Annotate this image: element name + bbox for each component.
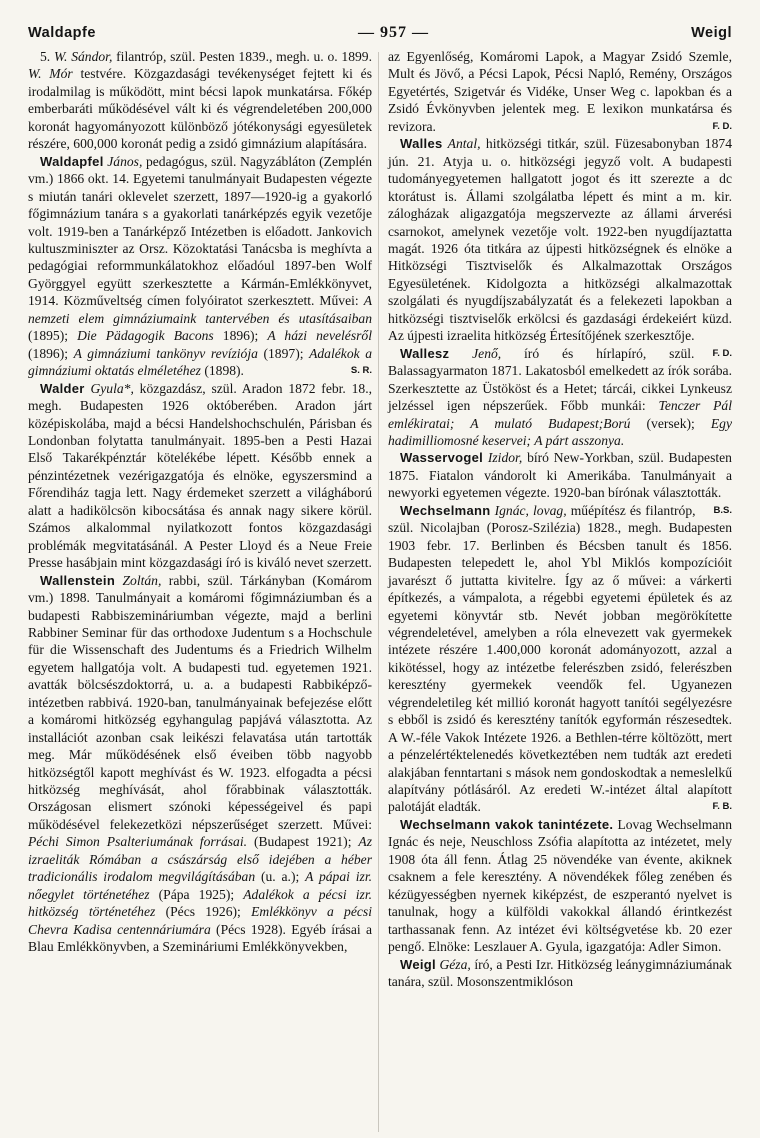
italic-text: Gyula*, <box>84 380 134 396</box>
entry-headword: Wallenstein <box>40 572 116 588</box>
entry-headword: Walles <box>400 136 443 152</box>
entry-text: műépítész és filantróp, szül. Nicolajban (Porosz-Szilézia) 1828., megh. Budapesten 1903 febr. 17. Berlinben és Bécsben tanult és 1856. Budapesten telepedett le, ahol Ybl Miklós kompozícióit javarészt ő juttatta kivitelre. Így az ő művei: a várkerti építkezés, a vámpalota, a régebbi egyetemi épületek és az egyetemi könyvtár stb. Nevét jobban megörökítette végrendeletével, amelyben a róla elnevezett vak gyermekek intézete részére 1.400,000 koronát adományozott, azzal a kikötéssel, hogy az intézetbe felerészben zsidó, felerészben keresztény gyermekek veendők fel. Ugyanezen végrendeletileg két millió koronát hagyott tanítói segélyezésre s ebből is zsidó és keresztény tanítók egyformán részesedtek. A W.-féle Vakok Intézete 1926. a Bethlen-térre költözött, mert a pénzelértéktelenedés következtében nem tudták azt eredeti alakjában fenntartani s mások nem gondoskodtak a nemeslelkű alapítvány pótlásáról. Az eredeti W.-intézet által alapított palotáját eladták. <box>388 502 732 815</box>
right-column <box>388 48 732 990</box>
entry-text: (1897); <box>257 345 310 361</box>
entry-text: (Pécs 1928). Egyéb írásai a Blau Emlékkönyvben, a Szemináriumi Emlékkönyvekben, <box>28 921 372 955</box>
entry-text: (1895); <box>28 328 78 344</box>
italic-text: Emlékkönyv a pécsi Chevra Kadisa centennáriumára <box>28 904 372 937</box>
italic-text: Izidor, <box>483 450 523 466</box>
lexicon-entry <box>388 345 732 450</box>
entry-text: 5. <box>40 49 54 64</box>
italic-text: A házi nevelésről <box>267 328 372 344</box>
lexicon-entry <box>28 48 372 153</box>
entry-headword: Wechselmann vakok tanintézete. <box>400 816 614 832</box>
header-left-guideword: Waldapfe <box>28 25 96 41</box>
lexicon-entry <box>28 380 372 572</box>
italic-text: Adalékok a gimnáziumi oktatás elméletéhez <box>28 345 373 379</box>
italic-text: János, <box>103 153 143 169</box>
italic-text: Antal, <box>442 136 481 152</box>
text-columns <box>28 48 732 990</box>
italic-text: Az izraeliták Rómában a császárság első idejében a héber tradicionális irodalom megvilágításában <box>28 834 373 885</box>
entry-text: hitközségi titkár, szül. Füzesabonyban 1874 jún. 21. Atyja u. o. hitközségi jegyző volt. A budapesti tudományegyetemen hallgatott jogot és itt szerezte a dc ktorátust is. Állami szolgálatba lépett és mint a m. kir. zálogházak aligazgatója megszervezte az állami árverési csarnokot, amelynek vezetője volt. 1922-ben nyugdíjaztatta magát. 1926 óta titkára az újpesti hitközségnek és elnöke a Hitközségi Tisztviselők és Alkalmazottak Országos Egyesületének. Kidolgozta a hitközségi alkalmazottak szolgálati és nyugdíjszabályzatát és a felekezeti lapokban a hitközségi tisztviselők erkölcsi és gazdasági érdekeiért küzd. Az újpesti izraelita hitközség Értesítőjének szerkesztője. <box>388 136 732 344</box>
author-initials: F. D. <box>712 347 732 359</box>
entry-text: filantróp, szül. Pesten 1839., megh. u. o. 1899. <box>112 49 373 64</box>
entry-headword: Weigl <box>400 956 436 972</box>
entry-text: (versek); <box>630 415 711 431</box>
italic-text: W. Mór <box>28 66 73 82</box>
entry-text: bíró New-Yorkban, szül. Budapesten 1875. Fiatalon vándorolt ki Amerikába. Tanulmányait a newyorki egyetemen végezte. 1920-ban bírónak választották. <box>388 450 732 501</box>
entry-headword: Wasservogel <box>400 450 484 466</box>
lexicon-entry <box>388 502 732 816</box>
entry-text: (Pápa 1925); <box>149 886 244 902</box>
entry-text: író és hírlapíró, szül. Balassagyarmaton 1871. Lakatosból emelkedett az írók sorába. Szerkesztette az Üstököst és a Hetet; tárcái, cikkei Lynkeusz jelzéssel igen népszerűek. Főbb munkái: <box>388 345 732 414</box>
author-initials: S. R. <box>350 365 372 377</box>
entry-headword: Wallesz <box>400 345 450 361</box>
author-initials: B.S. <box>713 504 732 516</box>
italic-text: Egy hadimilliomosné keservei; A párt asszonya. <box>388 415 732 448</box>
entry-headword: Walder <box>40 380 85 396</box>
running-header <box>28 24 732 48</box>
entry-text: testvére. Közgazdasági tevékenységet fejtett ki és irodalmilag is működött, mint bécsi lapok munkatársa. Főkép emberbaráti működésével vált ki és végrendeletében 200,000 koronát hagyományozott különböző jótékonysági egyesületek részére, 600,000 koronát pedig a zsidó gimnázium alapítására. <box>28 66 372 152</box>
italic-text: A pápai izr. nőegylet történetéhez <box>28 869 372 902</box>
author-initials: F. D. <box>712 120 732 132</box>
lexicon-entry <box>28 572 372 956</box>
entry-text: író, a Pesti Izr. Hitközség leánygimnáziumának tanára, szül. Mosonszentmiklóson <box>388 956 732 990</box>
entry-headword: Waldapfel <box>40 153 104 169</box>
entry-headword: Wechselmann <box>400 502 491 518</box>
italic-text: Géza, <box>435 956 471 972</box>
lexicon-entry <box>388 956 732 991</box>
lexicon-entry <box>388 816 732 956</box>
entry-text: (1898). <box>200 363 244 379</box>
entry-text: az Egyenlőség, Komáromi Lapok, a Magyar Zsidó Szemle, Mult és Jövő, a Pécsi Lapok, Pécsi Napló, Remény, Országos Egyetértés, Szigetvár és Vidéke, Unser Weg c. lapokban és a Zsidó Évkönyvben jelentek meg. E lexikon munkatársa és revizora. <box>388 49 732 134</box>
entry-text: 1896); <box>213 328 268 344</box>
italic-text: Die Pädagogik Bacons <box>77 328 214 344</box>
entry-text: (u. a.); <box>255 869 306 885</box>
italic-text: Adalékok a pécsi izr. hitközség történetéhez <box>28 886 372 920</box>
entry-text: pedagógus, szül. Nagyzábláton (Zemplén vm.) 1866 okt. 14. Egyetemi tanulmányait Budapesten végezte s miután tanári oklevelet szerzett, 1897—1920-ig a gyakorló főgimnázium tanára s a gyakorlati tanárképzés egyik vezetője volt. 1919-ben a Tanárképző Intézetben is előadott. Jankovich kultuszminiszter az Orsz. Közoktatási Tanácsba is meghívta a pedagógiai reformmunkálatokhoz előadóul 1897-ben Wolf Györggyel együtt szerkesztette a Kármán-Emlékkönyvet, 1914. Közműveltség címen folyóiratot szerkesztett. Művei: <box>28 153 372 309</box>
italic-text: Jenő, <box>449 345 502 361</box>
page-number: — 957 — <box>358 24 429 41</box>
left-column <box>28 48 372 990</box>
italic-text: Tenczer Pál emlékiratai; A mulató Budapest;Ború <box>388 398 732 431</box>
entry-text: közgazdász, szül. Aradon 1872 febr. 18., megh. Budapesten 1926 októberében. Aradon járt középiskolába, majd a bécsi Handelshochschulén, Párisban és Londonban folytatta tanulmányait. 1895-ben a Pesti Hazai Első Takarékpénztár kötelékébe lépett. Később ennek a pénzintézetnek vezérigazgatója és elnöke, egyszersmind a Főrendiház tagja lett. Nagy érdemeket szerzett a világháború alatt a hadikölcsön kibocsátása és annak nagy sikere körül. Számos alkalommal nyilatkozott fontos közgazdasági problémák megvitatásánál. A Pester Lloyd és a Neue Freie Presse hasábjain mint közgazdasági író is kiváló nevet szerzett. <box>28 380 372 571</box>
italic-text: A nemzeti elem gimnáziumaink tantervében és utasításaiban <box>28 293 372 326</box>
column-divider <box>378 52 379 1132</box>
lexicon-entry <box>28 153 372 380</box>
author-initials: F. B. <box>712 801 732 813</box>
entry-text: (1896); <box>28 345 74 361</box>
entry-text: Lovag Wechselmann Ignác és neje, Neuschloss Zsófia alapította az intézetet, mely 1908 óta áll fenn. Átlag 25 növendéke van évente, akiknek csaknem a fele keresztény. A növendékek főleg zenében és kézügyességben nyernek kiképzést, de eszperantó nyelvet is tanulnak, hogy a külföldi vakokkal állandó érintkezést tarthassanak fenn. Az intézet évi költségvetése kb. 20 ezer pengő. Elnöke: Leszlauer A. Gyula, igazgatója: Adler Simon. <box>388 816 732 955</box>
entry-text: (Pécs 1926); <box>155 904 252 920</box>
italic-text: A gimnáziumi tankönyv revíziója <box>73 345 258 361</box>
italic-text: Péchi Simon Psalteriumának forrásai. <box>28 834 248 850</box>
entry-continuation <box>388 48 732 135</box>
italic-text: W. Sándor, <box>53 49 113 64</box>
entry-text: (Budapest 1921); <box>247 834 359 850</box>
header-right-guideword: Weigl <box>691 25 732 41</box>
italic-text: Ignác, lovag, <box>490 502 567 518</box>
italic-text: Zoltán, <box>115 572 162 588</box>
entry-text: rabbi, szül. Tárkányban (Komárom vm.) 1898. Tanulmányait a komáromi főgimnáziumban és a budapesti Rabbiszemináriumban végezte, majd a berlini Rabbiner Seminar für das orthodoxe Judentum s a Hochschule für die Wissenschaft des Judentums és a Friedrich Wilhelm egyetem hallgatója volt. A budapesti tud. egyetemen 1921. avatták bölcsészdoktorrá, u. a. a budapesti Rabbiképző-intézetben rabbivá. 1920-ban, tanulmányainak befejezése előtt a komáromi hitközség egyhangulag papjává választotta. Az installációt azonban csak leikészi felavatása után tartották meg. Már működésének első éveiben több nagyobb hitközségtől kapott meghívást és W. 1923. elfogadta a pécsi hitközség meghívását, ahol főrabbinak választották. Országosan elismert szónoki képességeivel és papi működésével felekezetközi népszerűséget szerzett. Művei: <box>28 572 372 832</box>
